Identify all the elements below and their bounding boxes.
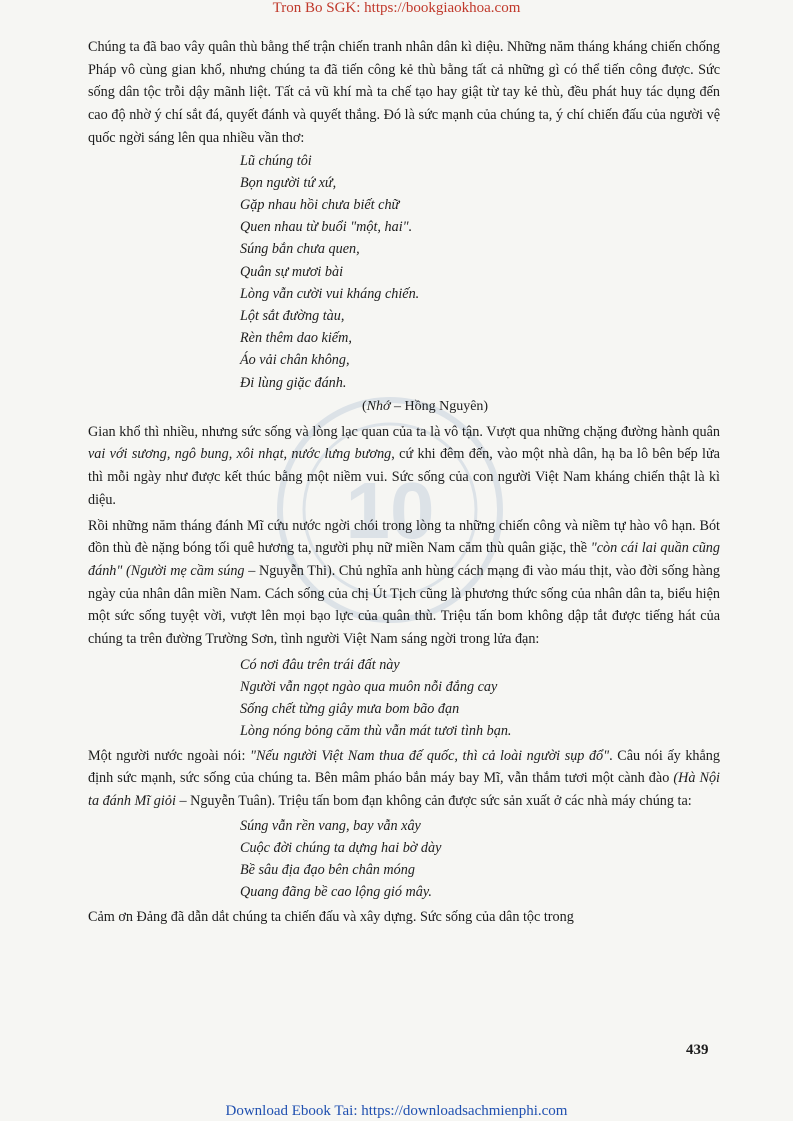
poem-2-line: Lòng nóng bỏng căm thù vẫn mát tươi tình bạn.	[240, 723, 512, 740]
paragraph-2	[88, 421, 720, 512]
source-title: Nhớ	[366, 398, 391, 414]
paragraph-3-text-c: – Nguyễn Thi). Chủ nghĩa anh hùng cách mạng đi vào máu thịt, vào đời sống hàng ngày của nhân dân miền Nam. Cách sống của chị Út Tịch cũng là phương thức sống của nhân dân ta, biểu hiện một sức sống tuyệt vời, vượt lên mọi bạo lực của quân thù. Triệu tấn bom không dập tắt được tiếng hát của chúng ta trên đường Trường Sơn, tình người Việt Nam sáng ngời trong lửa đạn:	[88, 562, 720, 648]
poem-nho-line: Súng bắn chưa quen,	[240, 241, 360, 258]
watermark-logo-text: 10	[345, 466, 435, 555]
poem-3	[240, 815, 720, 904]
paragraph-2-quote: vai với sương, ngô bung, xôi nhạt, nước lưng bương	[88, 446, 392, 463]
page-number: 439	[686, 1042, 709, 1058]
poem-3-line: Cuộc đời chúng ta dựng hai bờ dày	[240, 839, 442, 856]
poem-nho-line: Quân sự mươi bài	[240, 263, 344, 280]
poem-2-line: Sống chết từng giây mưa bom bão đạn	[240, 701, 460, 718]
poem-nho-line: Đi lùng giặc đánh.	[240, 374, 347, 391]
paragraph-4-text-c: . Câu nói ấy khẳng định sức mạnh, sức sống của chúng ta. Bên mâm pháo bắn máy bay Mĩ, vẫn thắm tươi một cành đào	[88, 747, 720, 787]
poem-nho-line: Bọn người tứ xứ,	[240, 174, 337, 191]
poem-nho-line: Lột sắt đường tàu,	[240, 307, 345, 324]
paragraph-4-source-title: (Hà Nội ta đánh Mĩ giỏi	[88, 770, 720, 809]
poem-2-line: Người vẫn ngọt ngào qua muôn nỗi đắng cay	[240, 678, 498, 695]
poem-nho-source	[362, 396, 720, 418]
paragraph-4-text-e: – Nguyễn Tuân). Triệu tấn bom đạn không cản được sức sản xuất ở các nhà máy chúng ta:	[175, 793, 692, 809]
poem-3-line: Quang đãng bề cao lộng gió mây.	[240, 884, 432, 901]
paragraph-1	[88, 36, 720, 150]
paragraph-5-text: Cảm ơn Đảng đã dẫn dắt chúng ta chiến đấu và xây dựng. Sức sống của dân tộc trong	[88, 908, 574, 925]
poem-nho-line: Gặp nhau hồi chưa biết chữ	[240, 196, 400, 213]
poem-2-line: Có nơi đâu trên trái đất này	[240, 656, 400, 673]
paragraph-1-text: Chúng ta đã bao vây quân thù bằng thế trận chiến tranh nhân dân kì diệu. Những năm tháng kháng chiến chống Pháp vô cùng gian khổ, nhưng chúng ta đã tiến công kẻ thù bằng tất cả những gì có thể tiến công được. Sức sống dân tộc trỗi dậy mãnh liệt. Tất cả vũ khí mà ta chế tạo hay giật từ tay kẻ thù, đều phát huy tác dụng đến cao độ nhờ ý chí sắt đá, quyết đánh và quyết thắng. Đó là sức mạnh của chúng ta, ý chí chiến đấu của người vệ quốc ngời sáng lên qua nhiều vần thơ:	[88, 39, 720, 146]
paragraph-3	[88, 515, 720, 651]
poem-3-line: Bề sâu địa đạo bên chân móng	[240, 862, 415, 879]
paragraph-2-text-a: Gian khổ thì nhiều, nhưng sức sống và lòng lạc quan của ta là vô tận. Vượt qua những chặng đường hành quân	[88, 423, 720, 440]
poem-nho-line: Rèn thêm dao kiếm,	[240, 330, 352, 347]
poem-3-line: Súng vẫn rền vang, bay vẫn xây	[240, 817, 421, 834]
poem-nho-line: Áo vải chân không,	[240, 352, 350, 369]
paragraph-4-quote: "Nếu người Việt Nam thua đế quốc, thì cả loài người sụp đổ"	[249, 747, 610, 764]
paragraph-3-quote: "còn cái lai quần cũng đánh" (Người mẹ cầm súng	[88, 540, 720, 579]
poem-2	[240, 654, 720, 743]
poem-nho-line: Lũ chúng tôi	[240, 152, 312, 169]
article-body	[88, 36, 720, 928]
paragraph-2-text-c: , cứ khi đêm đến, vào một nhà dân, hạ ba lô bên bếp lửa thì mỗi ngày như được kết thúc bằng một niềm vui. Sức sống của con người Việt Nam kháng chiến thật là kì diệu.	[88, 446, 720, 508]
poem-nho	[240, 150, 720, 394]
source-author: – Hồng Nguyên)	[390, 398, 489, 414]
paragraph-4	[88, 745, 720, 813]
poem-nho-line: Quen nhau từ buổi "một, hai".	[240, 219, 413, 236]
paragraph-5	[88, 906, 720, 929]
poem-nho-line: Lòng vẫn cười vui kháng chiến.	[240, 285, 420, 302]
paragraph-3-text-a: Rồi những năm tháng đánh Mĩ cứu nước ngời chói trong lòng ta những chiến công và niềm tự hào vô hạn. Bót đồn thù đè nặng bóng tối quê hương ta, người phụ nữ miền Nam căm thù quân giặc, thề	[88, 517, 720, 557]
footer-download-link[interactable]: Download Ebook Tai: https://downloadsachmienphi.com	[225, 1103, 568, 1119]
paragraph-4-text-a: Một người nước ngoài nói:	[88, 747, 250, 764]
source-open: (	[362, 398, 367, 414]
header-source-link[interactable]: Tron Bo SGK: https://bookgiaokhoa.com	[272, 0, 521, 16]
